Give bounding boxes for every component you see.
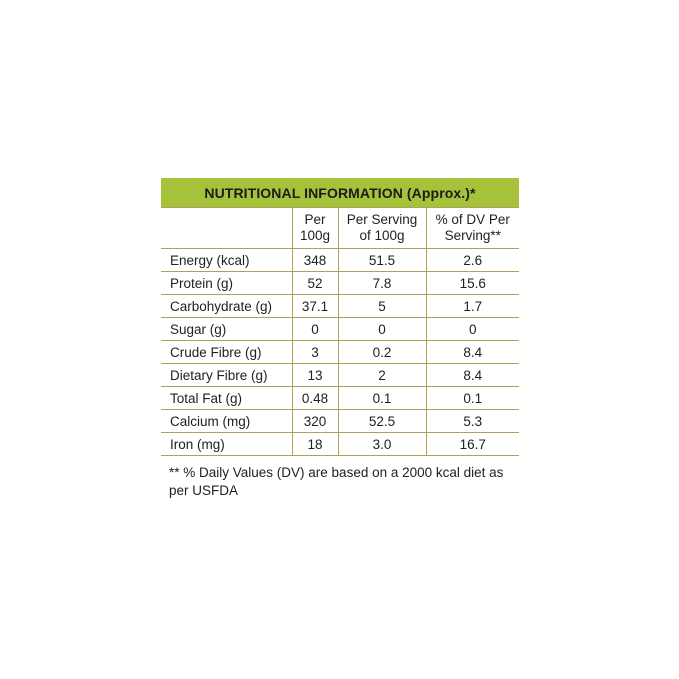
header-cell-nutrient — [161, 208, 292, 249]
table-row — [161, 341, 519, 364]
nutrient-name: Carbohydrate (g) — [161, 295, 292, 318]
nutrient-name: Energy (kcal) — [161, 249, 292, 272]
value-dv: 0 — [426, 318, 519, 341]
header-cell-per-serving — [338, 208, 426, 249]
nutrition-table — [161, 207, 519, 456]
nutrition-panel — [161, 178, 519, 500]
nutrient-name: Dietary Fibre (g) — [161, 364, 292, 387]
value-per-serving: 52.5 — [338, 410, 426, 433]
table-row — [161, 433, 519, 456]
value-dv: 2.6 — [426, 249, 519, 272]
header-line: % of DV Per — [435, 212, 510, 227]
table-row — [161, 364, 519, 387]
header-line: Per Serving — [346, 212, 418, 227]
value-per-serving: 3.0 — [338, 433, 426, 456]
value-dv: 16.7 — [426, 433, 519, 456]
value-dv: 5.3 — [426, 410, 519, 433]
value-dv: 0.1 — [426, 387, 519, 410]
value-per-100g: 52 — [292, 272, 338, 295]
footnote: ** % Daily Values (DV) are based on a 2000 kcal diet as per USFDA — [169, 465, 504, 498]
value-dv: 15.6 — [426, 272, 519, 295]
value-per-serving: 2 — [338, 364, 426, 387]
table-row — [161, 318, 519, 341]
value-per-serving: 7.8 — [338, 272, 426, 295]
value-per-serving: 0.1 — [338, 387, 426, 410]
value-per-100g: 3 — [292, 341, 338, 364]
header-line: 100g — [299, 228, 331, 243]
header-line: of 100g — [359, 228, 405, 243]
nutrient-name: Sugar (g) — [161, 318, 292, 341]
value-per-serving: 0 — [338, 318, 426, 341]
value-per-serving: 0.2 — [338, 341, 426, 364]
value-per-100g: 37.1 — [292, 295, 338, 318]
value-per-100g: 13 — [292, 364, 338, 387]
header-cell-per-100g — [292, 208, 338, 249]
nutrient-name: Calcium (mg) — [161, 410, 292, 433]
value-per-100g: 18 — [292, 433, 338, 456]
table-row — [161, 249, 519, 272]
header-row — [161, 208, 519, 249]
value-dv: 8.4 — [426, 364, 519, 387]
header-line: Serving** — [444, 228, 501, 243]
value-per-serving: 51.5 — [338, 249, 426, 272]
table-row — [161, 295, 519, 318]
value-per-serving: 5 — [338, 295, 426, 318]
value-dv: 1.7 — [426, 295, 519, 318]
value-per-100g: 348 — [292, 249, 338, 272]
value-dv: 8.4 — [426, 341, 519, 364]
header-cell-dv — [426, 208, 519, 249]
value-per-100g: 0 — [292, 318, 338, 341]
table-row — [161, 272, 519, 295]
nutrient-name: Iron (mg) — [161, 433, 292, 456]
table-row — [161, 387, 519, 410]
nutrient-name: Protein (g) — [161, 272, 292, 295]
table-title: NUTRITIONAL INFORMATION (Approx.)* — [161, 178, 519, 207]
value-per-100g: 0.48 — [292, 387, 338, 410]
value-per-100g: 320 — [292, 410, 338, 433]
table-row — [161, 410, 519, 433]
nutrient-name: Total Fat (g) — [161, 387, 292, 410]
nutrient-name: Crude Fibre (g) — [161, 341, 292, 364]
header-line: Per — [304, 212, 326, 227]
